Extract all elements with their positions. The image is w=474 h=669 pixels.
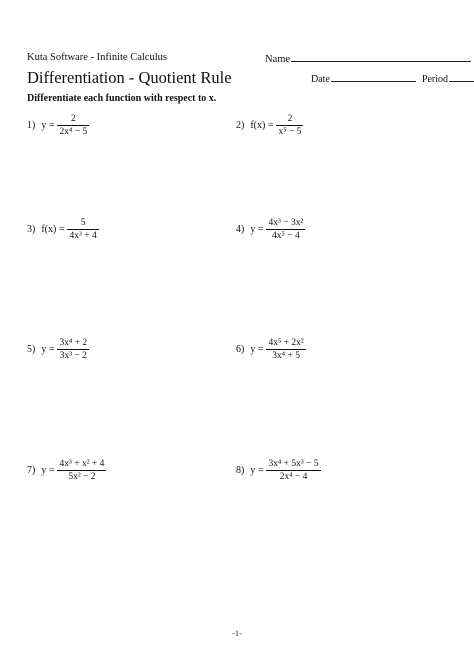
page-number: -1-: [232, 628, 242, 638]
problem-number: 7): [27, 465, 36, 476]
denominator: 3x³ − 2: [59, 351, 87, 361]
problem-7: [27, 459, 106, 482]
date-label: Date: [311, 74, 330, 85]
problem-number: 8): [236, 465, 245, 476]
denominator: 2x⁴ − 5: [59, 127, 88, 137]
fraction: [57, 114, 89, 137]
problem-lhs: y =: [41, 465, 55, 476]
denominator: 2x⁴ − 4: [279, 472, 308, 482]
problem-lhs: f(x) =: [41, 224, 65, 235]
problem-number: 1): [27, 120, 36, 131]
numerator: 3x⁴ + 5x³ − 5: [268, 459, 319, 469]
numerator: 2: [70, 114, 76, 124]
fraction: [57, 459, 106, 482]
date-period-fields: [311, 73, 474, 85]
fraction: [266, 338, 305, 361]
fraction: [276, 114, 303, 137]
problem-number: 6): [236, 344, 245, 355]
fraction: [266, 218, 305, 241]
page-title: Differentiation - Quotient Rule: [27, 68, 232, 87]
numerator: 4x³ + x² + 4: [59, 459, 105, 469]
name-blank-line[interactable]: [291, 52, 471, 62]
numerator: 4x³ − 3x²: [268, 218, 304, 228]
denominator: x⁵ − 5: [278, 127, 302, 137]
problem-lhs: y =: [41, 344, 55, 355]
numerator: 5: [80, 218, 86, 228]
problem-8: [236, 459, 321, 482]
fraction: [67, 218, 98, 241]
problem-lhs: y =: [250, 224, 264, 235]
numerator: 4x⁵ + 2x²: [268, 338, 304, 348]
name-label: Name: [265, 54, 291, 65]
problem-lhs: y =: [250, 344, 264, 355]
denominator: 4x³ + 4: [69, 231, 97, 241]
instructions: Differentiate each function with respect to x.: [27, 93, 217, 104]
problem-lhs: y =: [250, 465, 264, 476]
denominator: 4x⁵ − 4: [272, 231, 300, 241]
denominator: 5x² − 2: [68, 472, 96, 482]
name-field[interactable]: [265, 52, 471, 65]
fraction: [266, 459, 320, 482]
publisher-label: Kuta Software - Infinite Calculus: [27, 52, 167, 63]
problem-6: [236, 338, 306, 361]
problem-number: 2): [236, 120, 245, 131]
denominator: 3x⁴ + 5: [272, 351, 300, 361]
problem-4: [236, 218, 305, 241]
problem-3: [27, 218, 99, 241]
problem-lhs: y =: [41, 120, 55, 131]
numerator: 3x⁴ + 2: [59, 338, 88, 348]
fraction: [57, 338, 89, 361]
date-blank-line[interactable]: [331, 73, 416, 82]
problem-1: [27, 114, 89, 137]
problem-lhs: f(x) =: [250, 120, 274, 131]
problem-number: 5): [27, 344, 36, 355]
problem-number: 4): [236, 224, 245, 235]
period-label: Period: [421, 74, 448, 85]
problem-5: [27, 338, 89, 361]
numerator: 2: [287, 114, 293, 124]
period-blank-line[interactable]: [449, 73, 474, 82]
problem-number: 3): [27, 224, 36, 235]
problem-2: [236, 114, 303, 137]
